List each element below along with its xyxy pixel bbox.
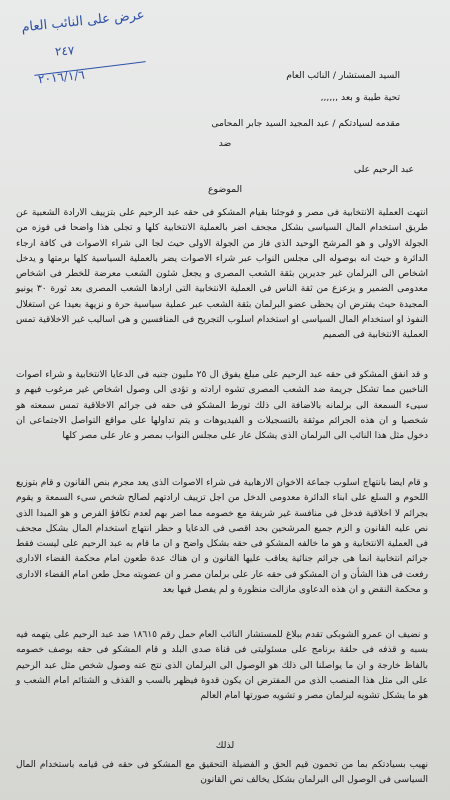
handwritten-note: عرض على النائب العام	[20, 7, 146, 36]
paragraph-2: و قد انفق المشكو فى حقه عبد الرحيم على مبلغ يفوق ال ٢٥ مليون جنيه فى الدعايا الانتخابية و شراء اصوات الناخبين مما تشكل جريمة ضد الشعب المصرى تشوه ارادته و تؤدى الى وصول اشخاص غير مرغوب فيهم و سيىء السمعة الى برلمانه بالاضافة الى ذلك تورط المشكو فى حقه فى جرائم الاخلاقية تمس سمعته هو شخصيا و ان هذه الجرائم موثقة بالتسجيلات و الفيديوهات و يتم تداولها على مواقع التواصل الاجتماعى ان دخول مثل هذا النائب الى البرلمان الذى يشكل عار على مجلس النواب بمصر و عار على مصر كلها	[16, 370, 428, 442]
closing-paragraph: نهيب بسيادتكم بما من تحمون قيم الحق و الفضيلة التحقيق مع المشكو فى حقه فى قيامه باستخدام المال السياسى فى الوصول الى البرلمان بشكل يخالف نص القانون	[16, 760, 428, 786]
against-label: ضد	[218, 138, 232, 149]
greeting: تحية طيبة و بعد ,,,,,,	[320, 92, 400, 103]
respondent-name: عبد الرحيم على	[353, 164, 414, 175]
addressee: السيد المستشار / النائب العام	[286, 70, 400, 81]
paragraph-1: انتهت العملية الانتخابية فى مصر و فوجئنا بقيام المشكو فى حقه عبد الرحيم على بتزييف الارادة الشعبية عن طريق استخدام المال السياسى بشكل مجحف اضر بالعملية الانتخابية كلها و تجلى هذا واضحا فى فوزه من الجولة الاولى و هو المرشح الوحيد الذى فاز من الجولة الاولى حيث لجا الى شراء الاصوات فى كافة ارجاء الدائرة و حيث انه بوصوله الى مجلس النواب عبر شراء الاصوات يضر بالعملية السياسية كلها برمتها و يدخل اشخاص الى البرلمان غير جديرين بثقة الشعب المصرى و يجعل شئون الشعب معرضة للخطر فى اشخاص معدومى الضمير و يزعزع من ثقة الناس فى العملية الانتخابية التى ارادها الشعب المصرى بعد ثورة ٣٠ يونيو المجيدة حيث يفترض ان يحظى عضو البرلمان بثقة الشعب عبر عملية سياسية حرة و نزيهة بعيدا عن استغلال النفوذ او استخدام المال السياسى او استخدام اسلوب التجريح فى المنافسين و هى اساليب غير الاخلاقية تمس العملية الانتخابية فى الصميم	[16, 208, 429, 341]
handwritten-date: ٢٠١٦/١/٦	[37, 67, 86, 87]
paragraph-4: و نضيف ان عمرو الشوبكى تقدم ببلاغ للمستشار النائب العام حمل رقم ١٨٦١٥ ضد عبد الرحيم على يتهمه فيه بسبه و قذفه فى حلقة برنامج على مسئوليتى فى قناة صدى البلد و قام المشكو فى حقه بوصف خصومه بالفاظ خارجة و ان ما يواصلنا الى ذلك هو الوصول الى البرلمان الذى نتج عنه وصول شخص مثل عبد الرحيم على الى مثل هذا المنصب الذى من المفترض ان يكون قدوة فيظهر بالسب و القذف و الشتائم امام الشعب و هو ما يشكل تشويه لبرلمان مصر و تشويه صورتها امام العالم	[16, 630, 428, 702]
paragraph-3: و قام ايضا بانتهاج اسلوب جماعة الاخوان الارهابية فى شراء الاصوات الذى يعد مجرم بنص القانون و قام بتوزيع اللحوم و السلع على ابناء الدائرة معدومى الدخل من اجل تزييف ارادتهم لصالح شخص سىء السمعة و يقوم بجرائم لا اخلاقية فدخل فى منافسة غير شريفة مع خصومه مما اضر بهم لعدم تكافؤ الفرص و هو المبدا الذى نص عليه القانون و الزم جميع المرشحين بحد اقصى فى الدعايا و حظر انتهاج استخدام المال بشكل مجحف فى العملية الانتخابية و هو ما خالفه المشكو فى حقه بشكل واضح و ان ما قام به عبد الرحيم على ليست فقط جرائم انتخابية انما هى جرائم جنائية يعاقب عليها القانون و ان هناك عدة طعون امام محكمة القضاء الادارى رفعت فى هذا الشأن و ان المشكو فى حقه عار على برلمان مصر و ان عضويته محل طعن امام القضاء الادارى و محكمة النقض و ان هذه الدعاوى مازالت منظورة و لم يفصل فيها بعد	[16, 478, 428, 596]
handwritten-number: ٢٤٧	[54, 43, 75, 59]
applicant-line: مقدمه لسيادتكم / عبد المجيد السيد جابر المحامى	[211, 118, 400, 129]
subject-title: الموضوع	[207, 184, 243, 195]
conclusion-title: لذلك	[215, 740, 235, 751]
